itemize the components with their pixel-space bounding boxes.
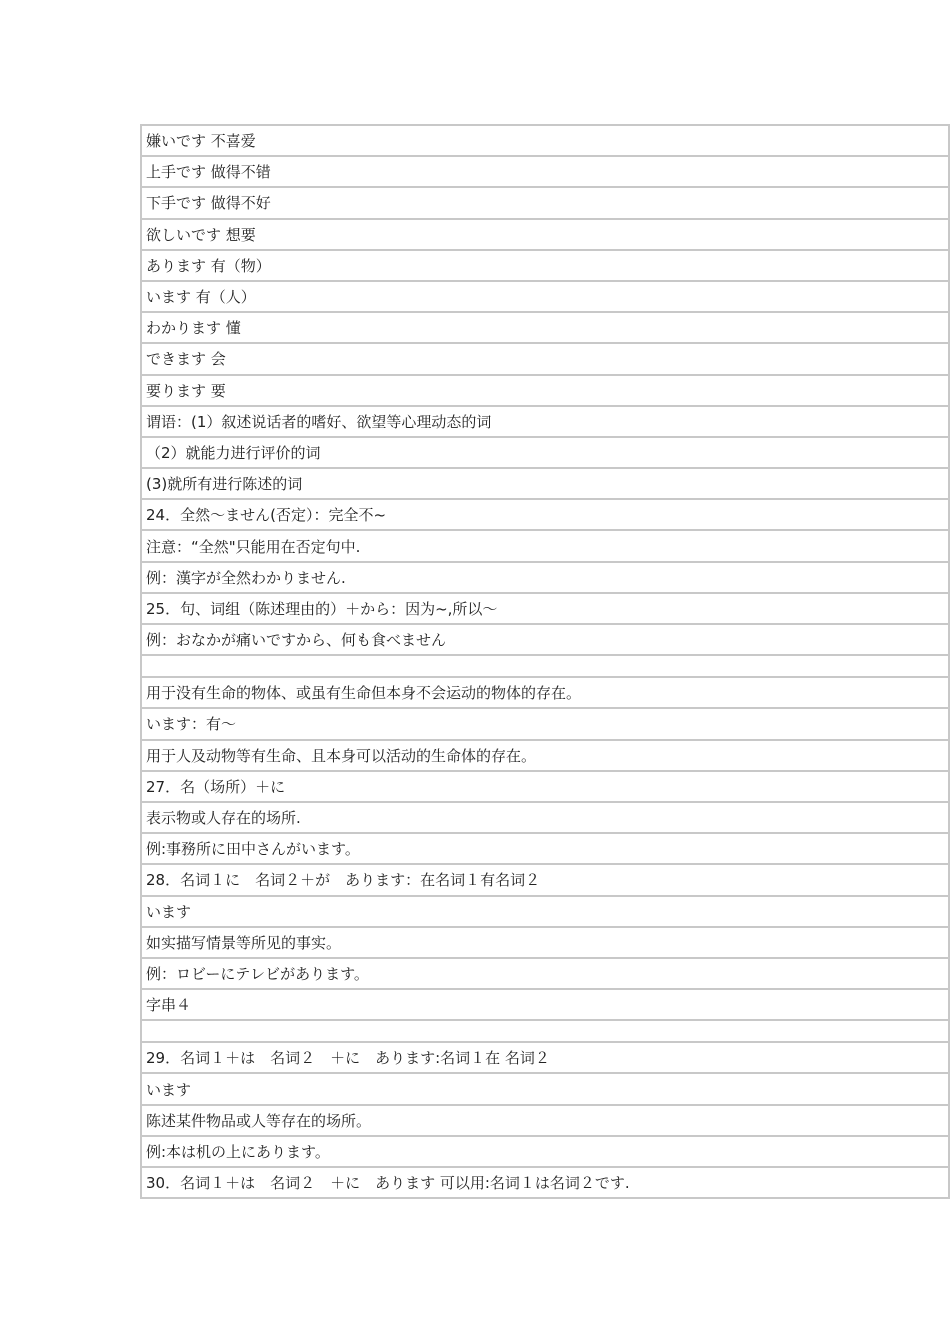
table-row: 上手です 做得不错 xyxy=(140,157,950,188)
table-row: できます 会 xyxy=(140,344,950,375)
table-row: います 有（人） xyxy=(140,282,950,313)
table-row: 下手です 做得不好 xyxy=(140,188,950,219)
table-row: 要ります 要 xyxy=(140,376,950,407)
table-row: 例:事務所に田中さんがいます。 xyxy=(140,834,950,865)
table-row: 陈述某件物品或人等存在的场所。 xyxy=(140,1106,950,1137)
empty-row xyxy=(140,1021,950,1043)
table-row: 24．全然～ません(否定）：完全不~ xyxy=(140,500,950,531)
table-row: わかります 懂 xyxy=(140,313,950,344)
table-row: 表示物或人存在的场所. xyxy=(140,803,950,834)
vocab-grammar-table xyxy=(140,124,950,1199)
table-row: 27．名（场所）＋に xyxy=(140,772,950,803)
table-row: 例：おなかが痛いですから、何も食べません xyxy=(140,625,950,656)
table-row: 注意：“全然"只能用在否定句中. xyxy=(140,531,950,562)
table-row: 字串４ xyxy=(140,990,950,1021)
table-row: 例：ロビーにテレビがあります。 xyxy=(140,959,950,990)
table-row: 用于没有生命的物体、或虽有生命但本身不会运动的物体的存在。 xyxy=(140,678,950,709)
table-row: 谓语：(1）叙述说话者的嗜好、欲望等心理动态的词 xyxy=(140,407,950,438)
table-row: 嫌いです 不喜爱 xyxy=(140,126,950,157)
table-row: 29．名词１＋は 名词２ ＋に あります:名词１在 名词２ xyxy=(140,1043,950,1074)
table-row: 欲しいです 想要 xyxy=(140,220,950,251)
table-row: 28．名词１に 名词２＋が あります：在名词１有名词２ xyxy=(140,865,950,896)
table-row: います xyxy=(140,897,950,928)
table-row: 用于人及动物等有生命、且本身可以活动的生命体的存在。 xyxy=(140,741,950,772)
table-row: （2）就能力进行评价的词 xyxy=(140,438,950,469)
table-row: います：有～ xyxy=(140,709,950,740)
empty-row xyxy=(140,656,950,678)
table-row: 例：漢字が全然わかりません. xyxy=(140,563,950,594)
table-row: あります 有（物） xyxy=(140,251,950,282)
table-row: (3)就所有进行陈述的词 xyxy=(140,469,950,500)
table-row: 25．句、词组（陈述理由的）＋から：因为~,所以～ xyxy=(140,594,950,625)
table-row: います xyxy=(140,1074,950,1105)
table-row: 例:本は机の上にあります。 xyxy=(140,1137,950,1168)
table-row: 如实描写情景等所见的事实。 xyxy=(140,928,950,959)
table-row: 30．名词１＋は 名词２ ＋に あります 可以用:名词１は名词２です. xyxy=(140,1168,950,1199)
